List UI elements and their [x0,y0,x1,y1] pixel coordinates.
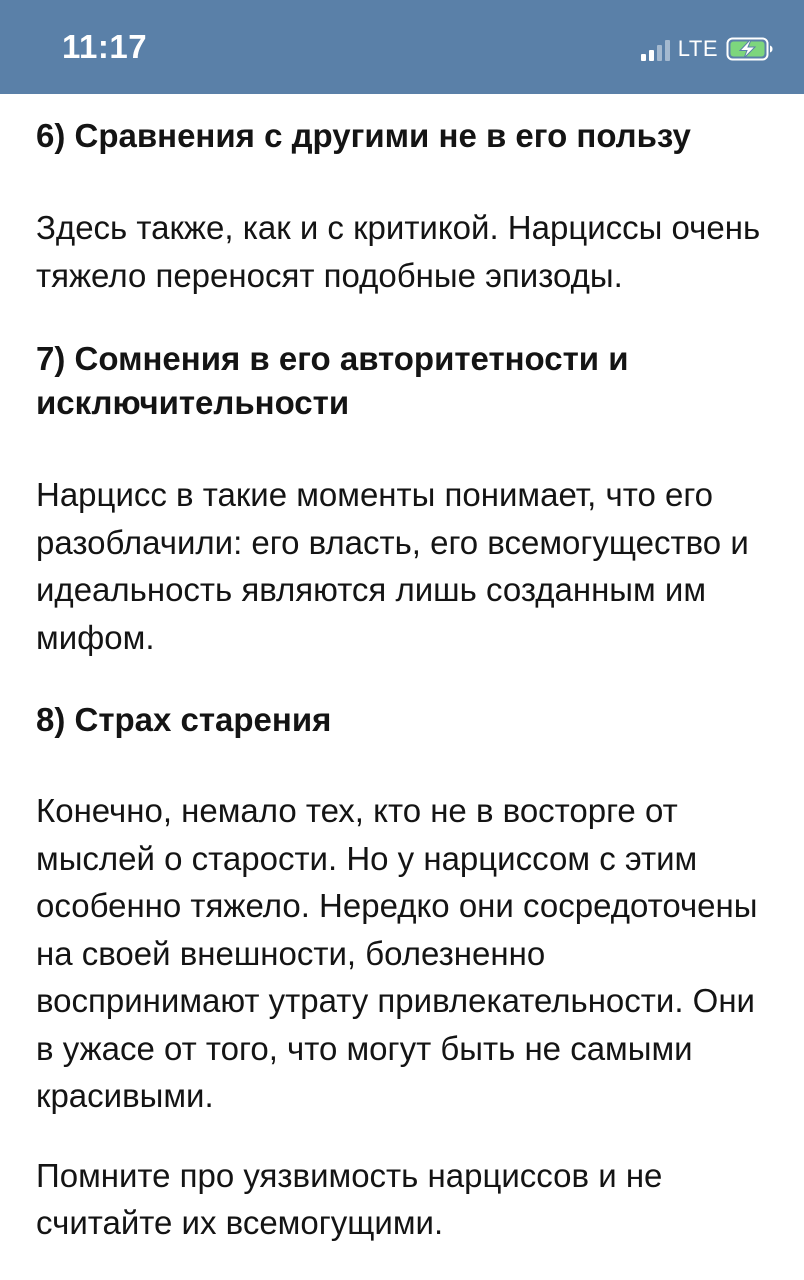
section-heading-6: 6) Сравнения с другими не в его пользу [36,117,691,154]
section-paragraph-7: Нарцисс в такие моменты понимает, что его разоблачили: его власть, его всемогущество и идеальность являются лишь созданным им мифом. [36,476,749,656]
status-indicators [641,34,774,64]
section-paragraph-6: Здесь также, как и с критикой. Нарциссы очень тяжело переносят подобные эпизоды. [36,209,761,294]
status-bar [0,0,804,94]
network-type-label: LTE [677,36,718,61]
section-paragraph-8: Конечно, немало тех, кто не в восторге от мыслей о старости. Но у нарциссом с этим особенно тяжело. Нередко они сосредоточены на своей внешности, болезненно воспринимают утрату привлекательности. Они в ужасе от того, что могут быть не самыми красивыми. [36,792,758,1114]
battery-charging-icon [726,36,774,62]
status-time: 11:17 [62,28,148,65]
signal-icon [641,37,670,61]
closing-paragraph: Помните про уязвимость нарциссов и не считайте их всемогущими. [36,1156,663,1241]
article-content [36,94,776,1247]
section-heading-7: 7) Сомнения в его авторитетности и исключительности [36,340,629,421]
section-heading-8: 8) Страх старения [36,701,332,738]
